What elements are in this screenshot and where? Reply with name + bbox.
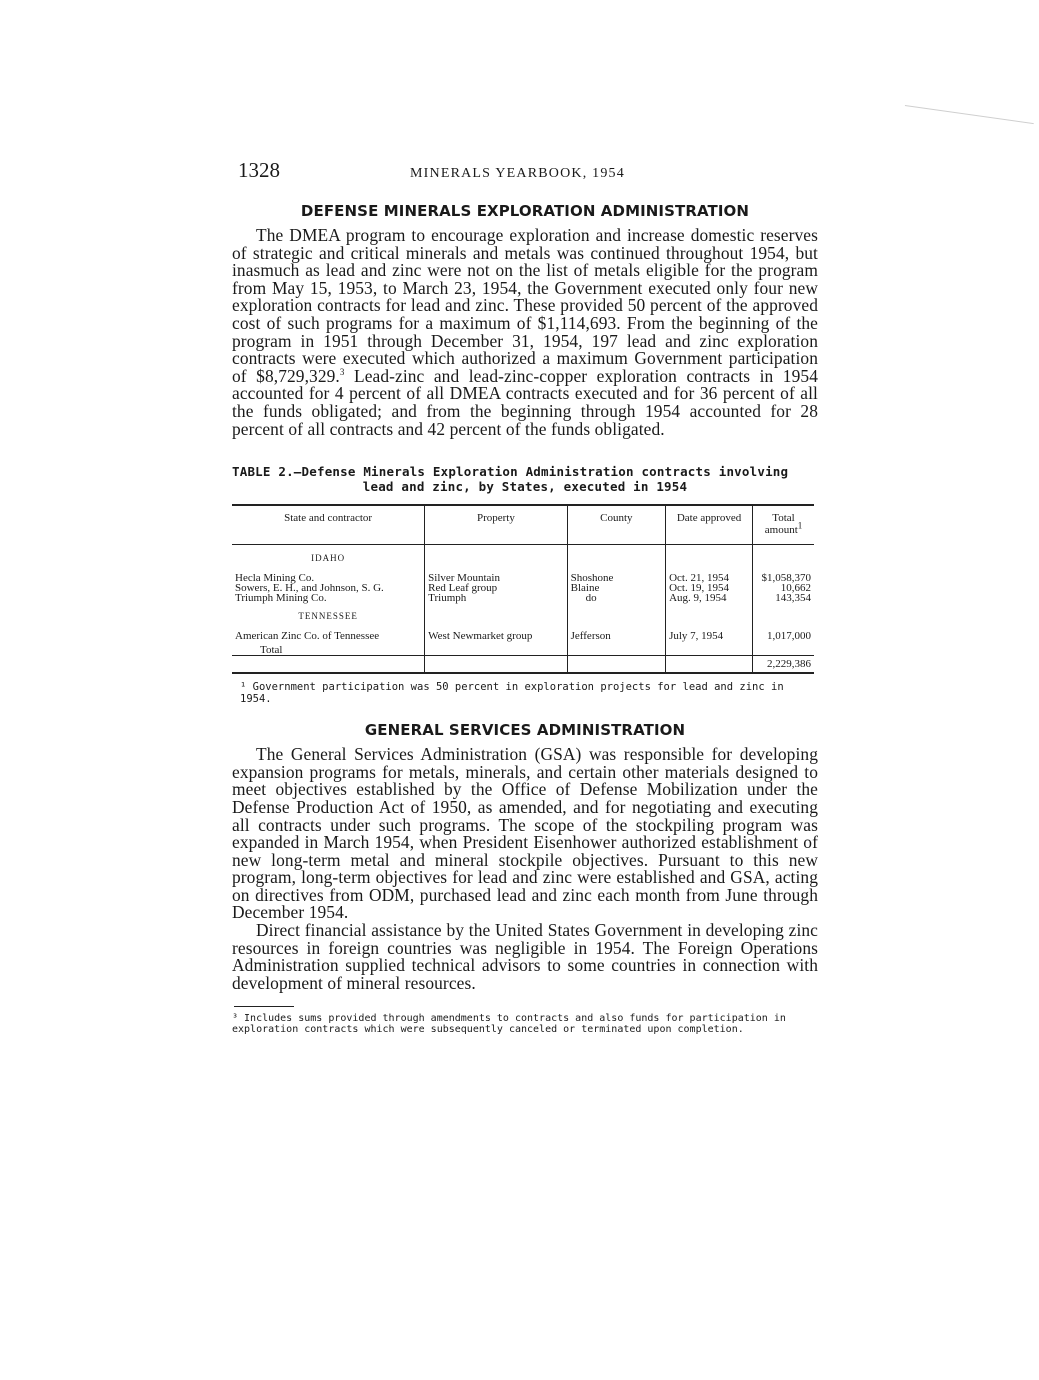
footnote-3: ³ Includes sums provided through amendments to contracts and also funds for participation in exploration contracts which were subsequently canceled or terminated upon completion. <box>232 1013 786 1036</box>
date-cell: Oct. 21, 1954 <box>666 573 753 583</box>
footnote-ref-3: 3 <box>339 366 345 377</box>
state-label: TENNESSEE <box>232 603 425 631</box>
property-cell: Triumph <box>425 593 567 603</box>
contractor-cell: American Zinc Co. of Tennessee <box>232 631 425 641</box>
running-head <box>232 150 818 190</box>
table-caption <box>232 464 818 494</box>
header-state: State and contractor <box>232 505 425 545</box>
document-page <box>232 150 818 1035</box>
header-total-mark: 1 <box>797 520 803 531</box>
contractor-cell: Triumph Mining Co. <box>232 593 425 603</box>
state-label: IDAHO <box>232 545 425 574</box>
total-row <box>232 656 814 674</box>
date-cell: July 7, 1954 <box>666 631 753 641</box>
state-row-tennessee <box>232 603 814 631</box>
amount-cell: $1,058,370 <box>761 572 811 585</box>
section-title-gsa: GENERAL SERVICES ADMINISTRATION <box>364 721 686 740</box>
county-cell: do <box>567 593 665 603</box>
dmea-paragraph-text-b: Lead-zinc and lead-zinc-copper exploration contracts in 1954 accounted for 4 percent of all DMEA contracts executed and for 36 percent of all the funds obligated; and from the beginning through 1954 accounted for 28 percent of all contracts and 42 percent of the funds obligated. <box>232 365 818 439</box>
table-row <box>232 631 814 641</box>
county-cell: Jefferson <box>567 631 665 641</box>
total-label: Total <box>232 641 425 656</box>
page-number: 1328 <box>238 158 280 182</box>
gsa-paragraph-1: The General Services Administration (GSA) was responsible for developing expansion programs for metals, minerals, and certain other materials designed to meet objectives established by the Office of Defense Mobilization under the Defense Production Act of 1950, as amended, and for negotiating and executing all contracts under such programs. The scope of the stockpiling program was expanded in March 1954, when President Eisenhower authorized establishment of new long-term metal and mineral stockpile objectives. Pursuant to this new program, long-term objectives for lead and zinc were established and GSA, acting on directives from ODM, purchased lead and zinc each month from June through December 1954. <box>232 744 818 923</box>
section-title-dmea: DEFENSE MINERALS EXPLORATION ADMINISTRATION <box>300 202 750 220</box>
dmea-paragraph-text-a: The DMEA program to encourage exploration and increase domestic reserves of strategic and critical minerals and metals was continued throughout 1954, but inasmuch as lead and zinc were not on the list of metals eligible for the program from May 15, 1953, to March 23, 1954, the Government executed only four new exploration contracts for lead and zinc. These provided 50 percent of the approved cost of such programs for a maximum of $1,114,693. From the beginning of the program in 1951 through December 31, 1954, 197 lead and zinc exploration contracts were executed which authorized a maximum Government participation of $8,729,329. <box>232 225 818 386</box>
gsa-paragraph-2: Direct financial assistance by the United States Government in developing zinc resources in foreign countries was negligible in 1954. The Foreign Operations Administration supplied technical advisors to some countries in connection with development of mineral resources. <box>232 920 818 993</box>
header-county: County <box>567 505 665 545</box>
table-caption-line2: lead and zinc, by States, executed in 1954 <box>362 479 688 495</box>
scan-artifact-line <box>905 105 1034 124</box>
header-total-label: Total amount <box>764 512 798 537</box>
contractor-cell: Hecla Mining Co. <box>232 573 425 583</box>
total-label-row <box>232 641 814 656</box>
date-cell: Aug. 9, 1954 <box>666 593 753 603</box>
county-cell: Blaine <box>567 583 665 593</box>
contractor-cell: Sowers, E. H., and Johnson, S. G. <box>232 583 425 593</box>
amount-cell: 1,017,000 <box>767 630 811 643</box>
dmea-paragraph <box>232 227 818 438</box>
property-cell: Red Leaf group <box>425 583 567 593</box>
amount-cell: 10,662 <box>780 582 811 595</box>
table-note: ¹ Government participation was 50 percent in exploration projects for lead and zinc in 1954. <box>240 681 784 706</box>
property-cell: Silver Mountain <box>425 573 567 583</box>
property-cell: West Newmarket group <box>425 631 567 641</box>
total-amount: 2,229,386 <box>753 656 814 674</box>
contracts-table <box>232 504 814 674</box>
amount-cell: 143,354 <box>775 592 811 605</box>
header-property: Property <box>425 505 567 545</box>
table-caption-line1: TABLE 2.—Defense Minerals Exploration Administration contracts involving <box>232 464 789 480</box>
table-header-row <box>232 505 814 545</box>
journal-title: MINERALS YEARBOOK, 1954 <box>410 166 625 181</box>
header-date: Date approved <box>666 505 753 545</box>
footnote-divider <box>234 1006 294 1007</box>
state-row-idaho <box>232 545 814 574</box>
county-cell: Shoshone <box>567 573 665 583</box>
date-cell: Oct. 19, 1954 <box>666 583 753 593</box>
header-total <box>753 505 814 545</box>
table-row <box>232 593 814 603</box>
